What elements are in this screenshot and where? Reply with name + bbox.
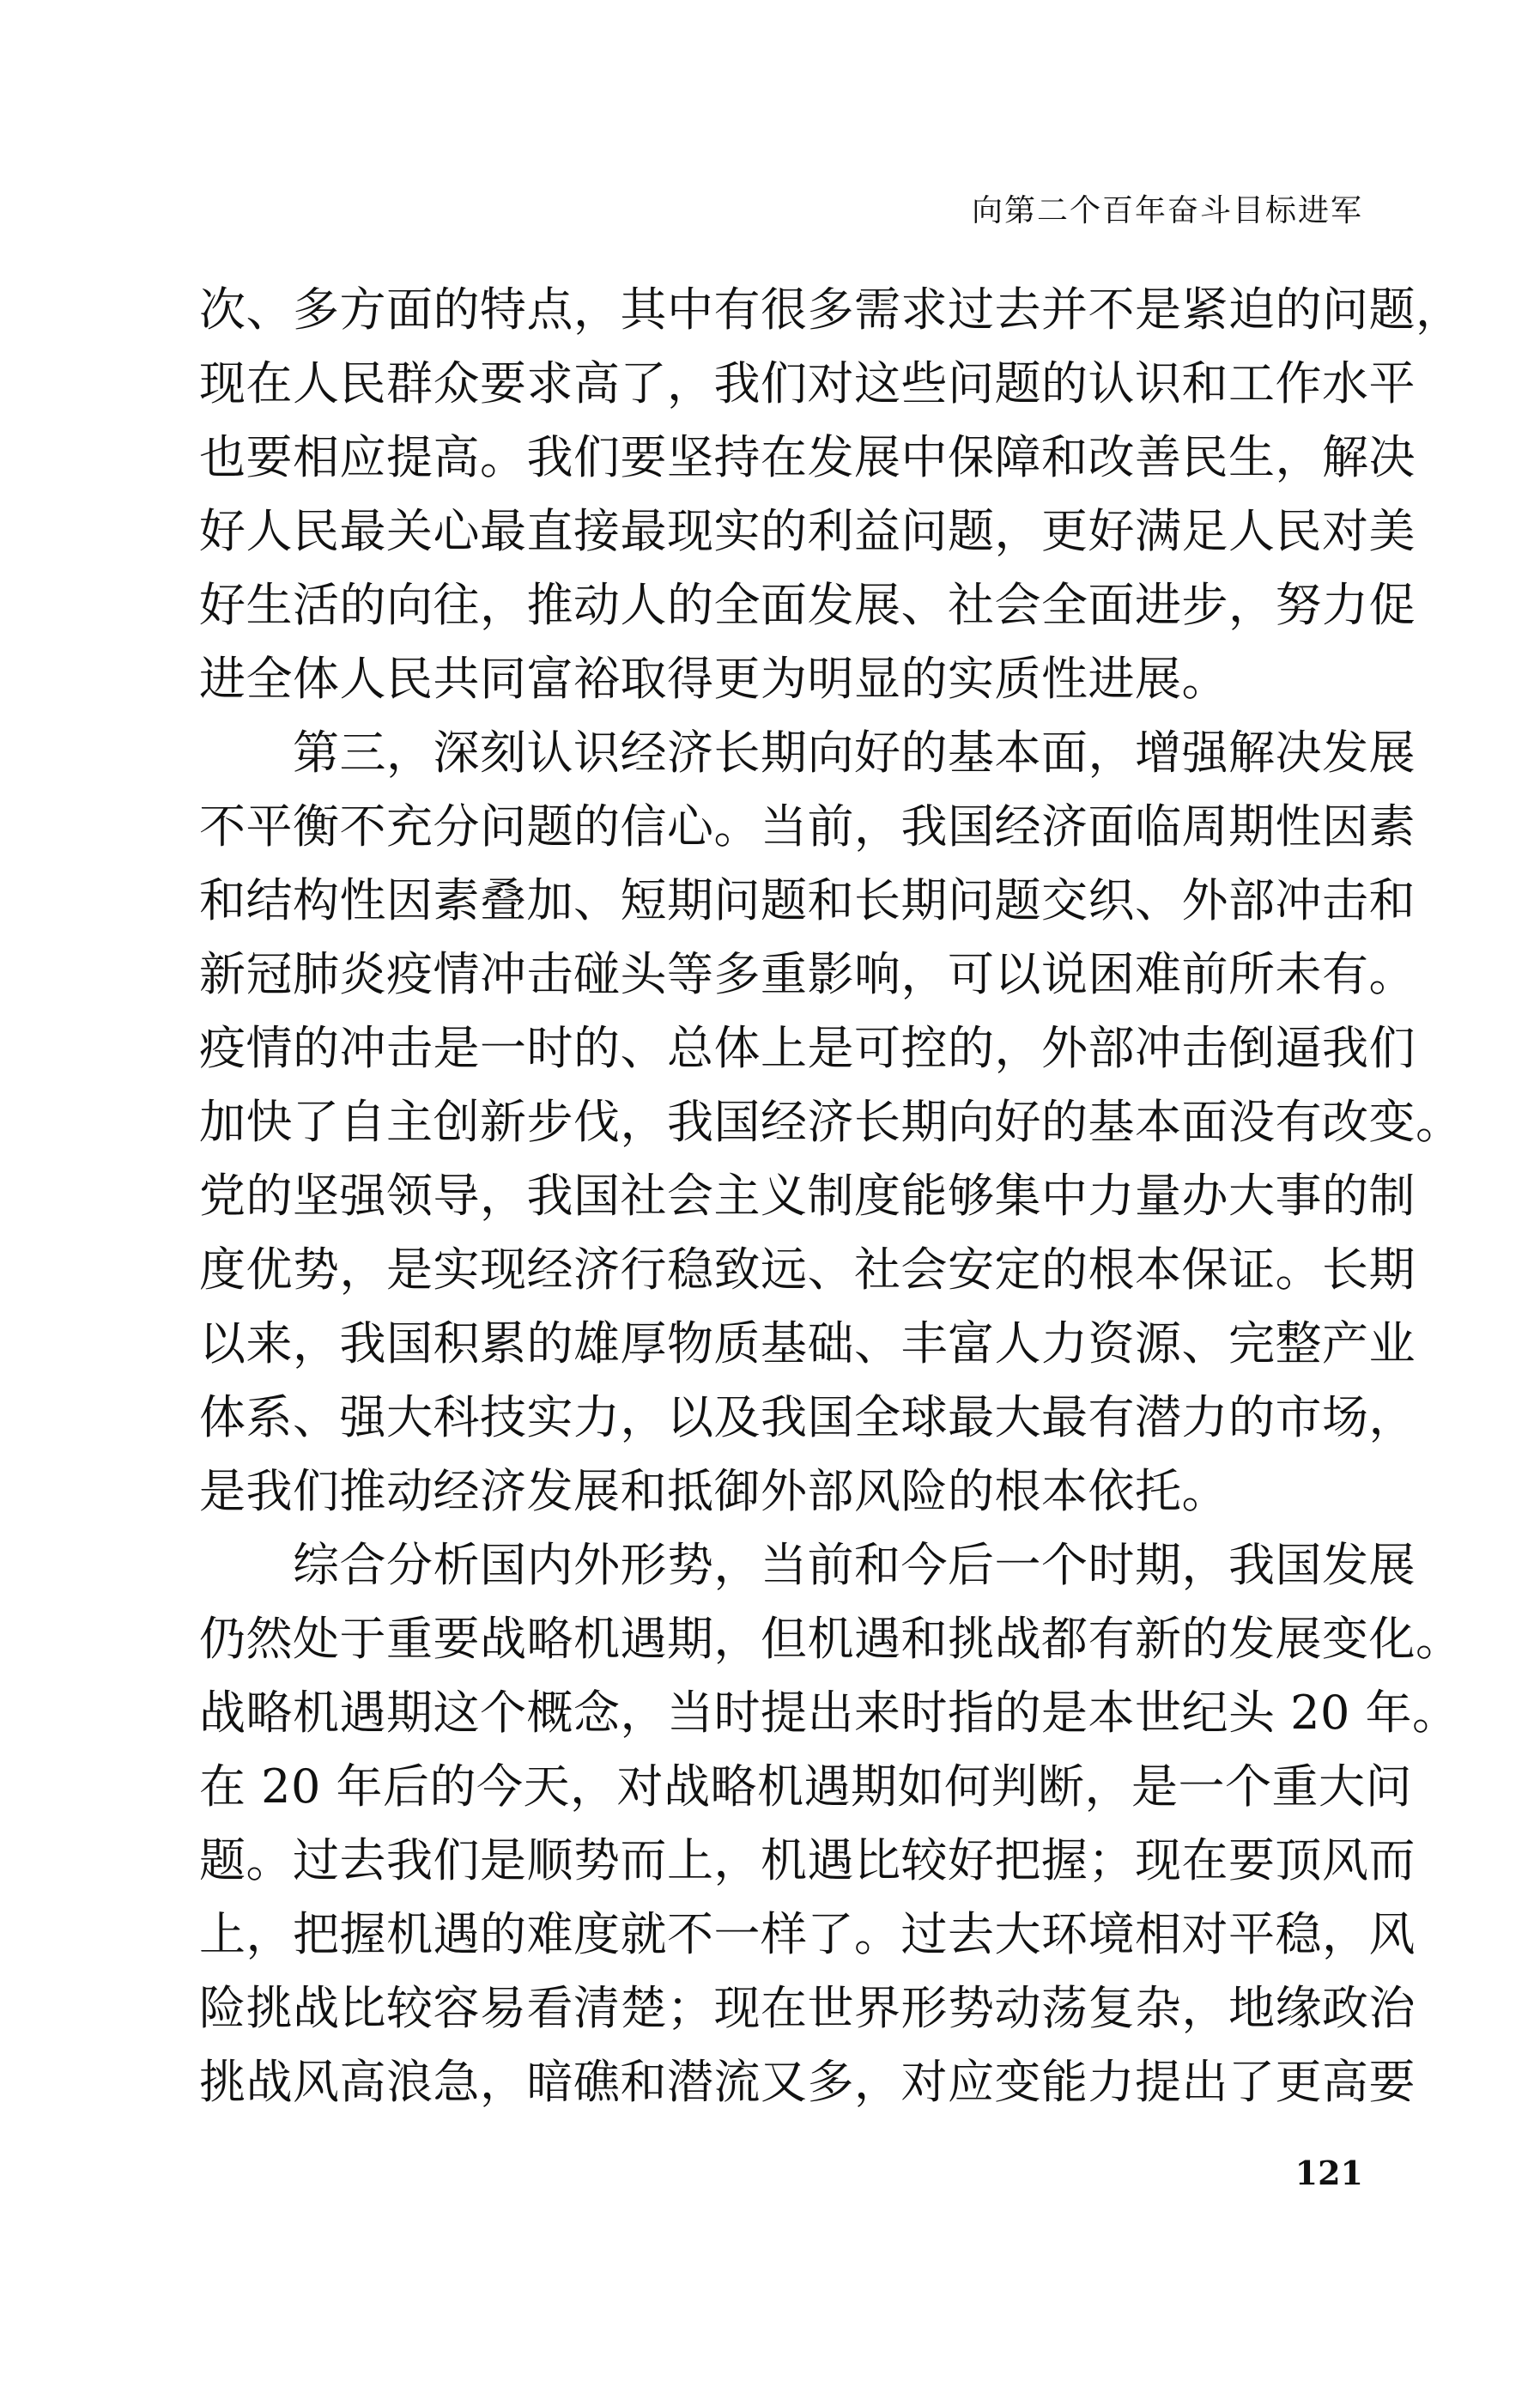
body-text xyxy=(199,273,1463,2119)
page-number: 121 xyxy=(1294,2154,1363,2192)
text-line: 加快了自主创新步伐，我国经济长期向好的基本面没有改变。 xyxy=(199,1095,1463,1149)
text-line: 险挑战比较容易看清楚；现在世界形势动荡复杂，地缘政治 xyxy=(199,1981,1416,2035)
text-line: 体系、强大科技实力，以及我国全球最大最有潜力的市场， xyxy=(199,1390,1416,1444)
text-line: 上，把握机遇的难度就不一样了。过去大环境相对平稳，风 xyxy=(199,1907,1416,1961)
text-line: 现在人民群众要求高了，我们对这些问题的认识和工作水平 xyxy=(199,356,1416,410)
text-line: 好生活的向往，推动人的全面发展、社会全面进步，努力促 xyxy=(199,578,1416,632)
text-line: 不平衡不充分问题的信心。当前，我国经济面临周期性因素 xyxy=(199,799,1416,854)
text-line: 次、多方面的特点，其中有很多需求过去并不是紧迫的问题， xyxy=(199,283,1463,337)
text-line: 疫情的冲击是一时的、总体上是可控的，外部冲击倒逼我们 xyxy=(199,1021,1416,1075)
text-line: 是我们推动经济发展和抵御外部风险的根本依托。 xyxy=(199,1464,1228,1518)
text-line: 也要相应提高。我们要坚持在发展中保障和改善民生，解决 xyxy=(199,430,1416,484)
text-line: 度优势，是实现经济行稳致远、社会安定的根本保证。长期 xyxy=(199,1243,1416,1297)
text-line: 仍然处于重要战略机遇期，但机遇和挑战都有新的发展变化。 xyxy=(199,1612,1463,1666)
text-line: 在 20 年后的今天，对战略机遇期如何判断，是一个重大问 xyxy=(199,1759,1413,1814)
text-line: 战略机遇期这个概念，当时提出来时指的是本世纪头 20 年。 xyxy=(199,1686,1459,1740)
running-header: 向第二个百年奋斗目标进军 xyxy=(971,193,1363,228)
text-line: 挑战风高浪急，暗礁和潜流又多，对应变能力提出了更高要 xyxy=(199,2055,1416,2109)
text-line: 以来，我国积累的雄厚物质基础、丰富人力资源、完整产业 xyxy=(199,1316,1416,1370)
text-line: 进全体人民共同富裕取得更为明显的实质性进展。 xyxy=(199,652,1228,706)
text-line: 新冠肺炎疫情冲击碰头等多重影响，可以说困难前所未有。 xyxy=(199,947,1416,1001)
text-line: 和结构性因素叠加、短期问题和长期问题交织、外部冲击和 xyxy=(199,873,1416,927)
text-line: 党的坚强领导，我国社会主义制度能够集中力量办大事的制 xyxy=(199,1169,1416,1223)
text-line: 综合分析国内外形势，当前和今后一个时期，我国发展 xyxy=(199,1538,1416,1592)
text-line: 第三，深刻认识经济长期向好的基本面，增强解决发展 xyxy=(199,726,1416,780)
text-line: 好人民最关心最直接最现实的利益问题，更好满足人民对美 xyxy=(199,504,1416,558)
text-line: 题。过去我们是顺势而上，机遇比较好把握；现在要顶风而 xyxy=(199,1833,1416,1887)
